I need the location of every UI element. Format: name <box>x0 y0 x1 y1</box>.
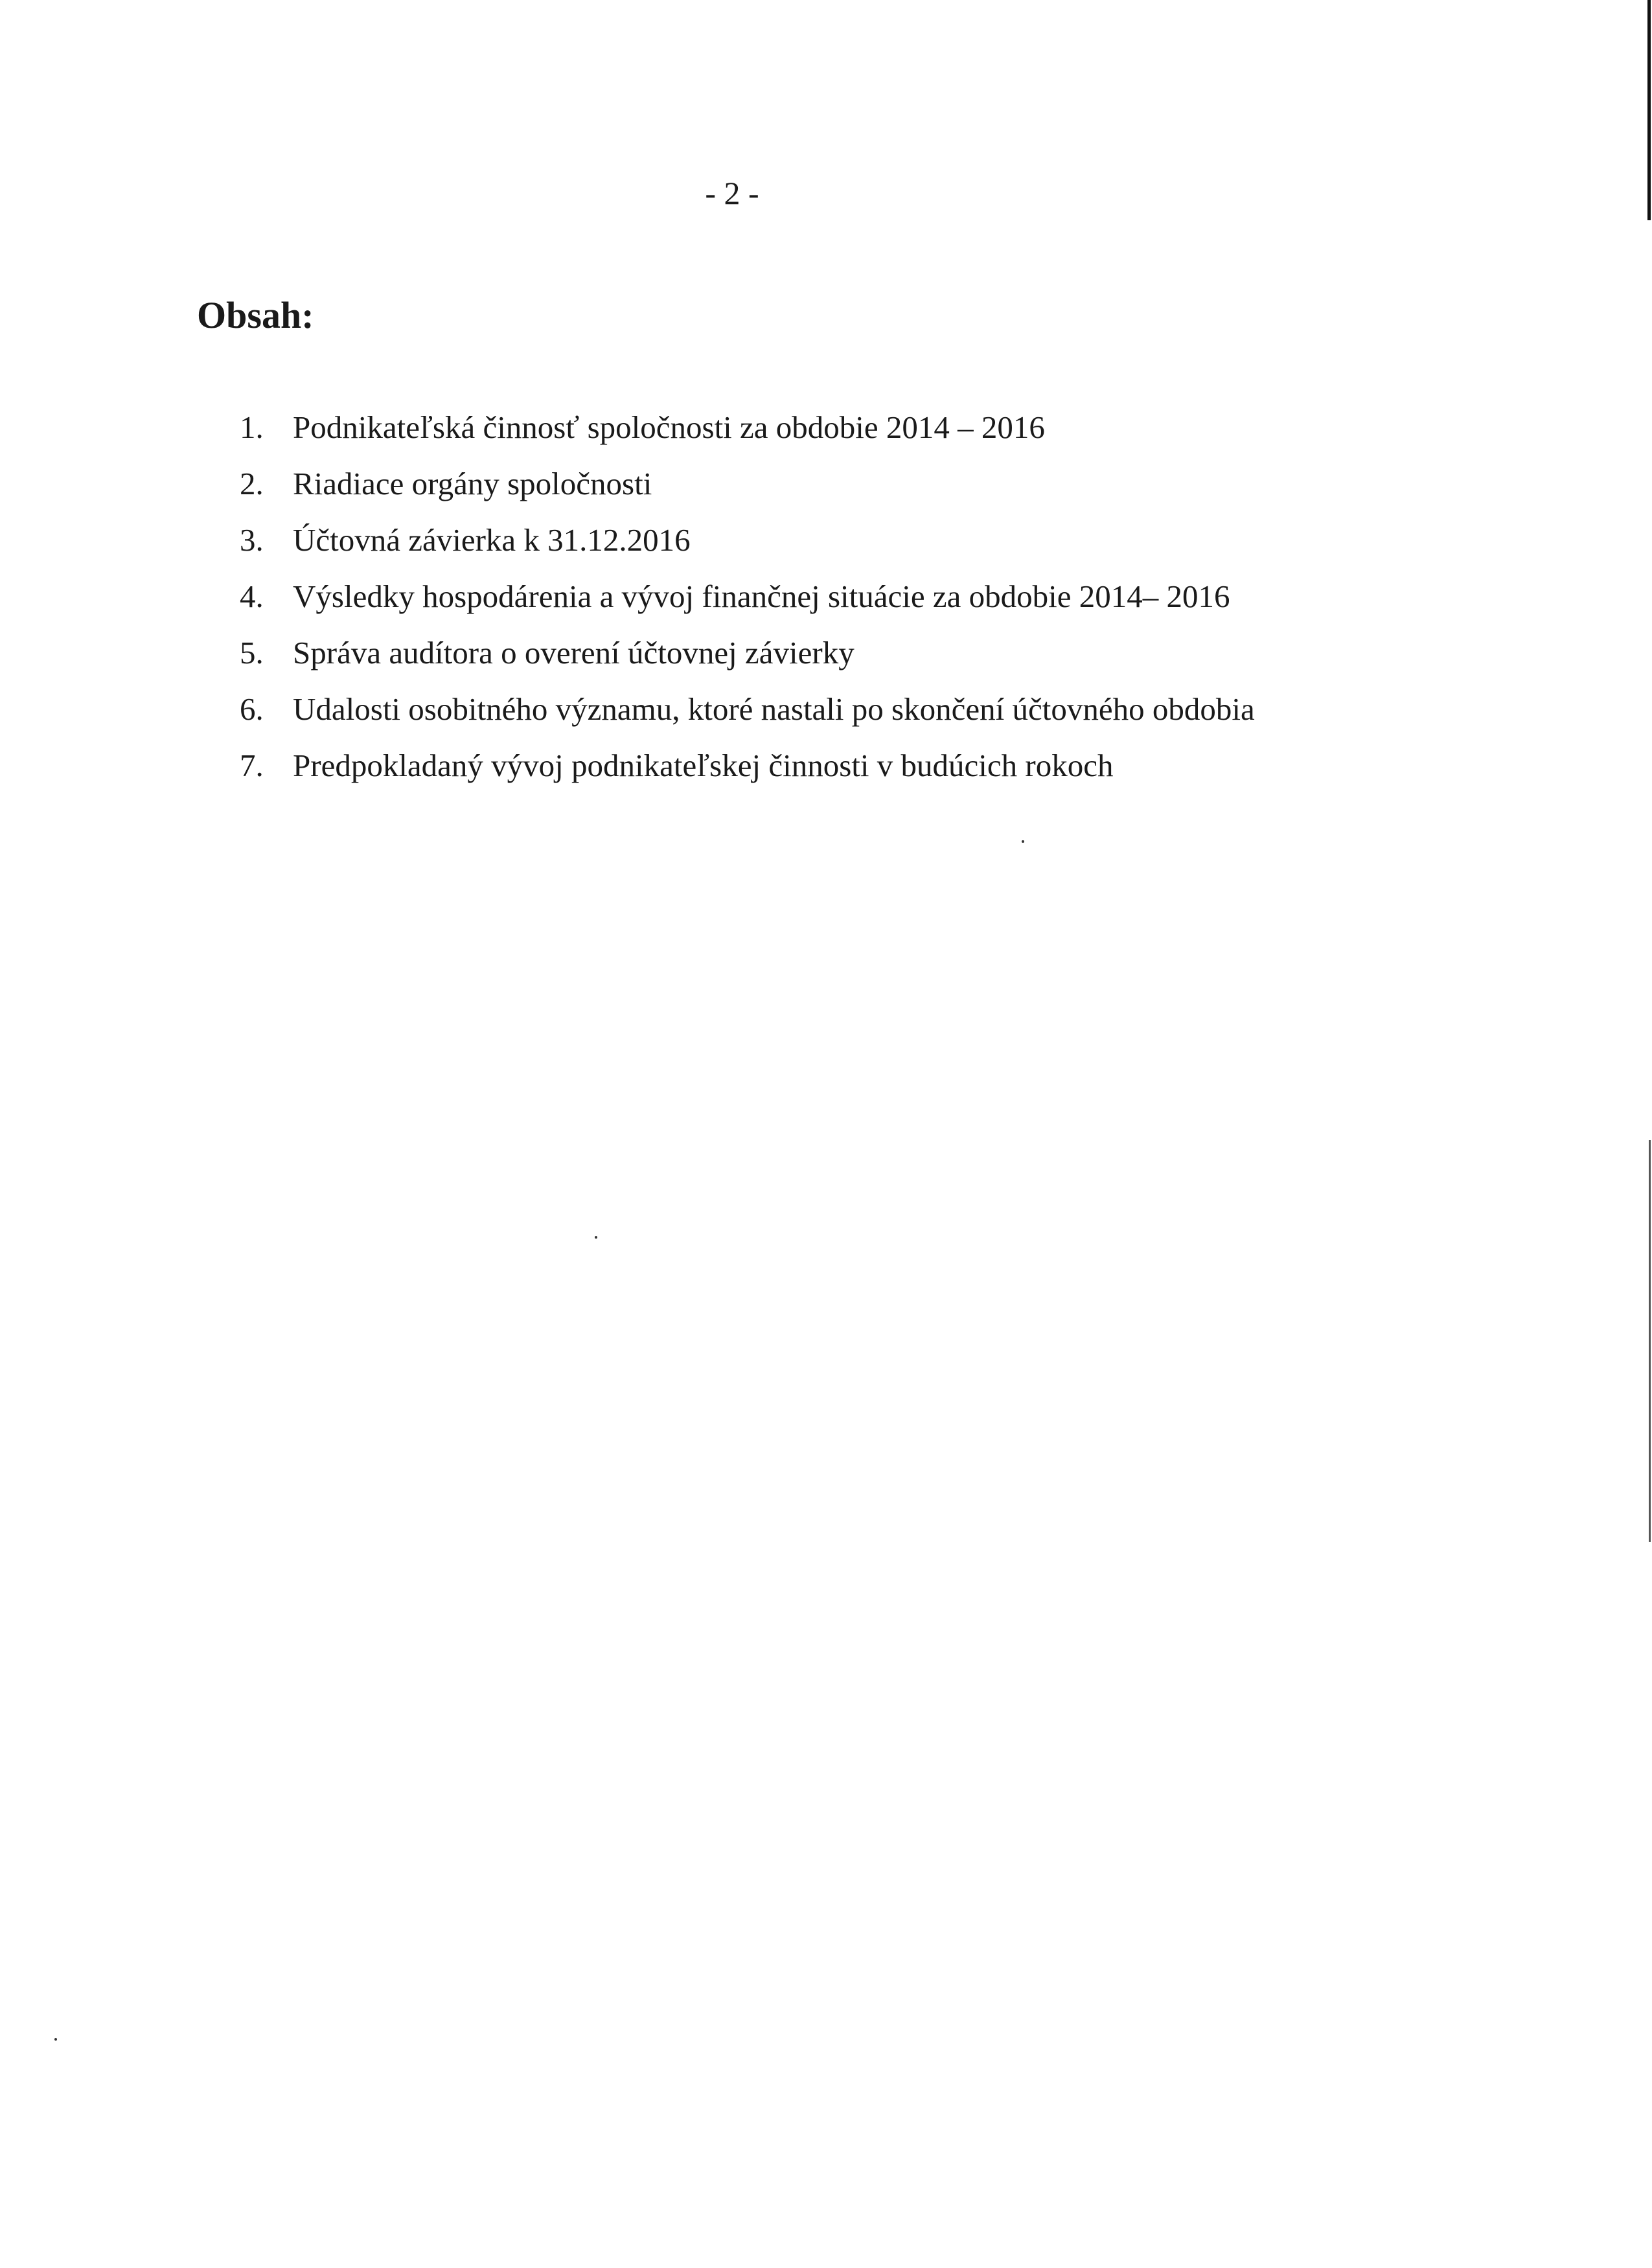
toc-item <box>240 464 1255 521</box>
toc-item-text: Účtovná závierka k 31.12.2016 <box>293 522 691 558</box>
toc-item-number: 3. <box>240 522 264 558</box>
table-of-contents-heading: Obsah: <box>197 294 314 336</box>
scan-speck <box>1022 840 1024 843</box>
scan-edge-line <box>1647 0 1651 220</box>
toc-item-text: Udalosti osobitného významu, ktoré nastali po skončení účtovného obdobia <box>293 691 1255 727</box>
page-number: - 2 - <box>705 175 759 211</box>
toc-item <box>240 521 1255 577</box>
toc-item-text: Predpokladaný vývoj podnikateľskej činnosti v budúcich rokoch <box>293 748 1114 783</box>
table-of-contents <box>240 408 1255 803</box>
toc-item-text: Správa audítora o overení účtovnej závierky <box>293 635 855 670</box>
toc-item <box>240 690 1255 746</box>
toc-item-number: 1. <box>240 409 264 445</box>
toc-item <box>240 577 1255 634</box>
scan-edge-line <box>1649 1140 1651 1542</box>
scan-speck <box>54 2038 57 2041</box>
toc-item-number: 6. <box>240 691 264 727</box>
toc-item-number: 7. <box>240 748 264 783</box>
toc-item-text: Riadiace orgány spoločnosti <box>293 466 652 501</box>
toc-item <box>240 408 1255 464</box>
toc-item-number: 5. <box>240 635 264 670</box>
toc-item-number: 2. <box>240 466 264 501</box>
toc-item-text: Výsledky hospodárenia a vývoj finančnej situácie za obdobie 2014– 2016 <box>293 578 1230 614</box>
toc-item <box>240 746 1255 803</box>
toc-item <box>240 634 1255 690</box>
toc-item-number: 4. <box>240 578 264 614</box>
scan-speck <box>595 1236 597 1239</box>
toc-item-text: Podnikateľská činnosť spoločnosti za obdobie 2014 – 2016 <box>293 409 1045 445</box>
